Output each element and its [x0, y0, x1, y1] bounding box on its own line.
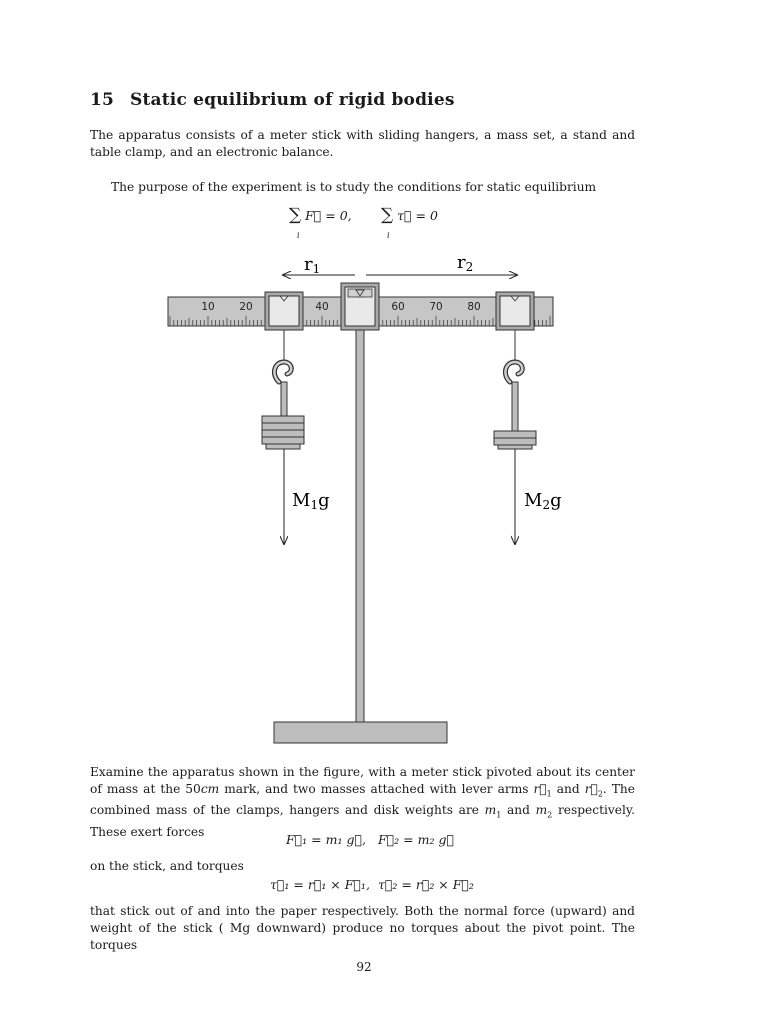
sum-index-right: i [387, 231, 390, 240]
page-number: 92 [356, 960, 372, 974]
stand-post [356, 330, 364, 722]
scale-label: 20 [239, 301, 253, 313]
equation-forces-right: F⃗₂ = m₂ g⃗ [378, 832, 454, 847]
right-hanger-base [498, 445, 532, 449]
paragraph-torques-intro: on the stick, and torques [90, 859, 244, 873]
r1-label: r1 [304, 254, 321, 276]
equation-torques-right: τ⃗₂ = r⃗₂ × F⃗₂ [378, 877, 474, 892]
m2g-label: M2g [524, 490, 562, 512]
r2-label: r2 [457, 252, 474, 274]
left-disk-weight [262, 423, 304, 430]
sum-symbol: ∑ [289, 205, 302, 225]
equation-torques-left: τ⃗₁ = r⃗₁ × F⃗₁, [270, 877, 370, 892]
left-hanger-base [266, 444, 300, 449]
section-number: 15 [90, 90, 115, 110]
equation-torque-sum-text: τ⃗ = 0 [397, 208, 438, 223]
paragraph-torques-direction: that stick out of and into the paper respectively. Both the normal force (upward) and weight of the stick ( Mg downward) produce no torques about the pivot point. The torques [90, 904, 635, 952]
scale-label: 10 [201, 301, 215, 313]
equation-forces-left: F⃗₁ = m₁ g⃗, [286, 832, 366, 847]
left-hanger-stem [281, 382, 287, 416]
scale-label: 60 [391, 301, 405, 313]
right-disk-weight [494, 431, 536, 438]
sum-index-left: i [297, 231, 300, 240]
right-disk-weight [494, 438, 536, 445]
right-hanger-stem [512, 382, 518, 431]
section-title: Static equilibrium of rigid bodies [130, 90, 455, 110]
sum-symbol: ∑ [381, 205, 394, 225]
left-disk-weight [262, 430, 304, 437]
m1g-label: M1g [292, 490, 330, 512]
stand-base [274, 722, 447, 743]
paragraph-examine: Examine the apparatus shown in the figure, with a meter stick pivoted about its center of mass at the 50cm mark, and two masses attached with lever arms $r⃗_1$ and $r⃗_2$. The combined mass of the clamps, hangers and disk weights are $m_1$ and $m_2$ respectively. These exert forces [90, 765, 636, 839]
scale-label: 80 [467, 301, 481, 313]
scale-label: 70 [429, 301, 443, 313]
left-disk-weight [262, 416, 304, 423]
equation-force-sum-text: F⃗ = 0, [305, 208, 352, 223]
scale-label: 40 [315, 301, 329, 313]
paragraph-purpose: The purpose of the experiment is to study the conditions for static equilibrium [111, 180, 597, 194]
left-disk-weight [262, 437, 304, 444]
paragraph-apparatus: The apparatus consists of a meter stick with sliding hangers, a mass set, a stand and table clamp, and an electronic balance. [90, 128, 635, 159]
